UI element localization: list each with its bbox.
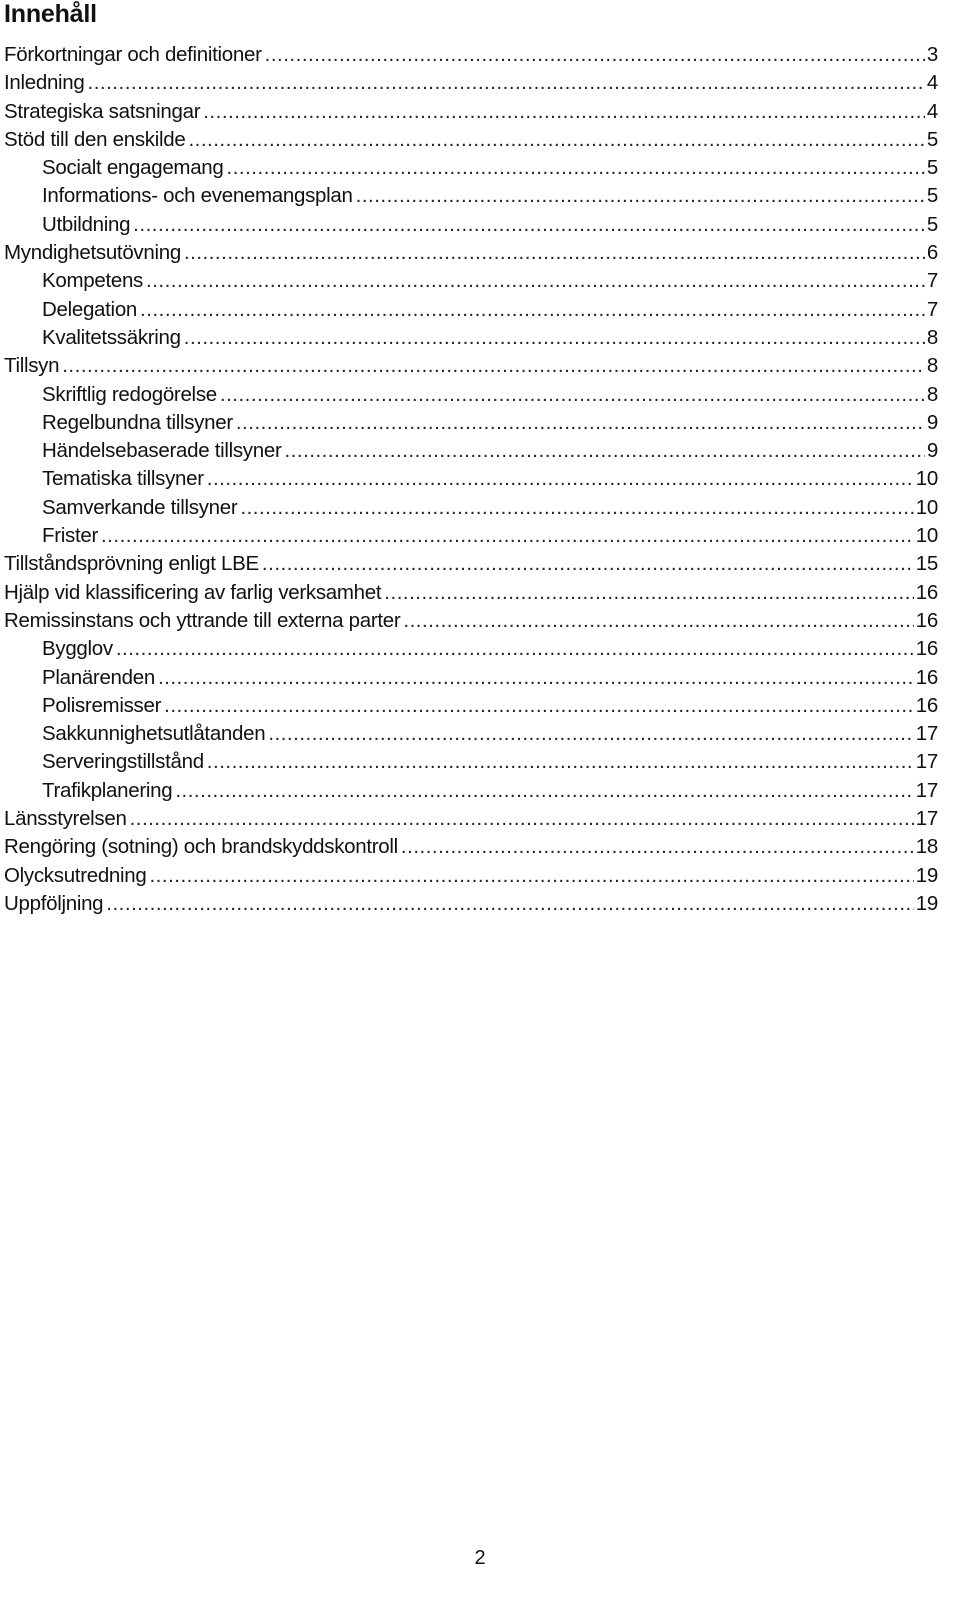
- toc-dot-leader: [262, 550, 914, 578]
- toc-entry[interactable]: [4, 635, 938, 663]
- toc-entry-title: Strategiska satsningar: [4, 99, 201, 123]
- toc-dot-leader: [384, 579, 914, 607]
- toc-dot-leader: [203, 98, 925, 126]
- toc-entry-page: 9: [926, 410, 938, 434]
- toc-dot-leader: [88, 69, 925, 97]
- toc-entry-page: 16: [915, 580, 938, 604]
- toc-entry[interactable]: [4, 98, 938, 126]
- toc-entry[interactable]: [4, 381, 938, 409]
- toc-entry[interactable]: [4, 465, 938, 493]
- toc-dot-leader: [158, 664, 914, 692]
- toc-entry[interactable]: [4, 890, 938, 918]
- toc-entry[interactable]: [4, 239, 938, 267]
- toc-entry-page: 16: [915, 608, 938, 632]
- toc-entry-page: 6: [926, 241, 938, 265]
- toc-dot-leader: [140, 296, 925, 324]
- table-of-contents: [4, 41, 938, 918]
- toc-entry[interactable]: [4, 409, 938, 437]
- toc-entry[interactable]: [4, 296, 938, 324]
- toc-entry-title: Myndighetsutövning: [4, 241, 181, 265]
- toc-dot-leader: [146, 267, 925, 295]
- toc-entry-title: Hjälp vid klassificering av farlig verksamhet: [4, 580, 382, 604]
- toc-dot-leader: [133, 211, 925, 239]
- toc-entry[interactable]: [4, 805, 938, 833]
- toc-entry[interactable]: [4, 720, 938, 748]
- toc-entry-page: 4: [926, 71, 938, 95]
- toc-entry-page: 18: [915, 835, 938, 859]
- toc-entry-page: 5: [926, 156, 938, 180]
- toc-entry[interactable]: [4, 211, 938, 239]
- toc-entry[interactable]: [4, 154, 938, 182]
- toc-entry-page: 5: [926, 127, 938, 151]
- toc-dot-leader: [130, 805, 914, 833]
- toc-entry-title: Uppföljning: [4, 891, 104, 915]
- toc-entry-title: Tillsyn: [4, 354, 60, 378]
- toc-entry[interactable]: [4, 41, 938, 69]
- toc-entry-page: 3: [926, 43, 938, 66]
- toc-entry-title: Olycksutredning: [4, 863, 147, 887]
- page-title: Innehåll: [4, 0, 97, 28]
- toc-entry-title: Remissinstans och yttrande till externa parter: [4, 608, 401, 632]
- toc-entry-title: Regelbundna tillsyner: [42, 410, 233, 434]
- toc-dot-leader: [401, 833, 914, 861]
- toc-dot-leader: [265, 41, 925, 69]
- toc-dot-leader: [184, 324, 925, 352]
- toc-entry[interactable]: [4, 494, 938, 522]
- toc-entry-page: 5: [926, 212, 938, 236]
- toc-dot-leader: [240, 494, 913, 522]
- toc-entry[interactable]: [4, 324, 938, 352]
- toc-entry[interactable]: [4, 777, 938, 805]
- toc-entry[interactable]: [4, 748, 938, 776]
- toc-entry-page: 17: [915, 750, 938, 774]
- toc-entry-page: 9: [926, 439, 938, 463]
- toc-entry[interactable]: [4, 664, 938, 692]
- toc-dot-leader: [149, 862, 913, 890]
- toc-entry[interactable]: [4, 437, 938, 465]
- toc-entry-title: Förkortningar och definitioner: [4, 43, 262, 66]
- toc-entry[interactable]: [4, 267, 938, 295]
- toc-entry-title: Tematiska tillsyner: [42, 467, 204, 491]
- toc-dot-leader: [207, 465, 914, 493]
- page-number: 2: [474, 1547, 486, 1569]
- toc-dot-leader: [284, 437, 924, 465]
- toc-entry-title: Informations- och evenemangsplan: [42, 184, 353, 208]
- toc-entry-title: Länsstyrelsen: [4, 807, 127, 831]
- toc-dot-leader: [220, 381, 925, 409]
- toc-dot-leader: [175, 777, 913, 805]
- toc-entry-page: 7: [926, 297, 938, 321]
- toc-entry-title: Socialt engagemang: [42, 156, 224, 180]
- toc-entry-title: Sakkunnighetsutlåtanden: [42, 722, 266, 746]
- toc-entry-title: Utbildning: [42, 212, 131, 236]
- toc-entry-title: Trafikplanering: [42, 778, 173, 802]
- toc-entry-page: 8: [926, 325, 938, 349]
- toc-entry-title: Inledning: [4, 71, 85, 95]
- toc-entry-title: Samverkande tillsyner: [42, 495, 238, 519]
- toc-entry-page: 19: [915, 863, 938, 887]
- toc-entry-title: Rengöring (sotning) och brandskyddskontroll: [4, 835, 398, 859]
- toc-entry-title: Stöd till den enskilde: [4, 127, 186, 151]
- toc-entry[interactable]: [4, 579, 938, 607]
- toc-entry-page: 19: [915, 891, 938, 915]
- toc-entry-page: 7: [926, 269, 938, 293]
- toc-entry-title: Kompetens: [42, 269, 144, 293]
- toc-entry-page: 15: [915, 552, 938, 576]
- toc-entry[interactable]: [4, 69, 938, 97]
- toc-entry[interactable]: [4, 522, 938, 550]
- toc-dot-leader: [207, 748, 914, 776]
- toc-entry-page: 5: [926, 184, 938, 208]
- toc-dot-leader: [164, 692, 914, 720]
- toc-entry[interactable]: [4, 833, 938, 861]
- toc-entry-page: 17: [915, 778, 938, 802]
- toc-entry-page: 10: [915, 524, 938, 548]
- toc-entry[interactable]: [4, 692, 938, 720]
- toc-dot-leader: [356, 182, 925, 210]
- toc-entry-title: Frister: [42, 524, 98, 548]
- toc-entry-page: 4: [926, 99, 938, 123]
- toc-entry-page: 10: [915, 467, 938, 491]
- toc-dot-leader: [236, 409, 925, 437]
- toc-entry-title: Tillståndsprövning enligt LBE: [4, 552, 259, 576]
- toc-entry-page: 17: [915, 722, 938, 746]
- toc-dot-leader: [227, 154, 925, 182]
- toc-dot-leader: [101, 522, 914, 550]
- toc-entry-title: Bygglov: [42, 637, 113, 661]
- toc-entry[interactable]: [4, 352, 938, 380]
- toc-entry-page: 16: [915, 693, 938, 717]
- toc-entry[interactable]: [4, 862, 938, 890]
- toc-entry-title: Händelsebaserade tillsyner: [42, 439, 282, 463]
- toc-entry[interactable]: [4, 126, 938, 154]
- toc-dot-leader: [268, 720, 913, 748]
- toc-entry-page: 8: [926, 354, 938, 378]
- toc-dot-leader: [106, 890, 914, 918]
- toc-dot-leader: [403, 607, 913, 635]
- toc-dot-leader: [184, 239, 925, 267]
- toc-entry-title: Skriftlig redogörelse: [42, 382, 217, 406]
- toc-entry-page: 8: [926, 382, 938, 406]
- toc-entry-title: Kvalitetssäkring: [42, 325, 181, 349]
- toc-entry-page: 10: [915, 495, 938, 519]
- toc-entry[interactable]: [4, 607, 938, 635]
- toc-dot-leader: [116, 635, 914, 663]
- toc-entry-title: Serveringstillstånd: [42, 750, 204, 774]
- toc-entry-page: 16: [915, 637, 938, 661]
- toc-entry-page: 16: [915, 665, 938, 689]
- toc-dot-leader: [62, 352, 925, 380]
- toc-entry[interactable]: [4, 182, 938, 210]
- toc-entry[interactable]: [4, 550, 938, 578]
- toc-entry-title: Delegation: [42, 297, 138, 321]
- toc-entry-title: Polisremisser: [42, 693, 162, 717]
- toc-entry-page: 17: [915, 807, 938, 831]
- toc-dot-leader: [188, 126, 924, 154]
- toc-entry-title: Planärenden: [42, 665, 155, 689]
